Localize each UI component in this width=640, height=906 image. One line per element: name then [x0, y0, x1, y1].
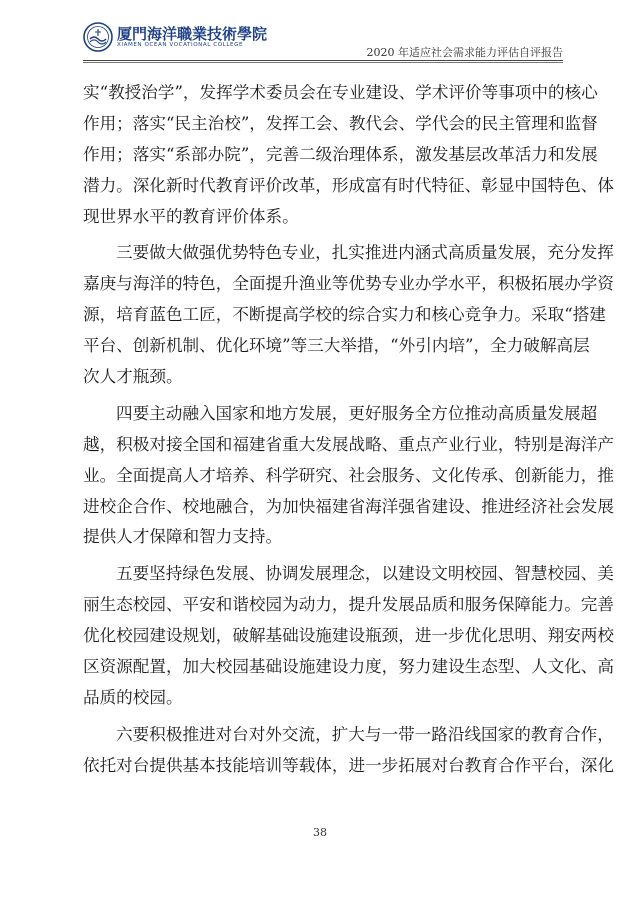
text-line: 六要积极推进对台对外交流，扩大与一带一路沿线国家的教育合作，: [116, 724, 614, 744]
text-line: 丽生态校园、平安和谐校园为动力，提升发展品质和服务保障能力。完善: [83, 595, 614, 615]
text-line: 业。全面提高人才培养、科学研究、社会服务、文化传承、创新能力，推: [83, 465, 614, 485]
text-line: 实“教授治学”，发挥学术委员会在专业建设、学术评价等事项中的核心: [83, 83, 598, 102]
page-number: 38: [313, 826, 327, 839]
header-divider: [83, 60, 563, 61]
text-line: 平台、创新机制、优化环境”等三大举措，“外引内培”，全力破解高层: [83, 336, 590, 356]
text-line: 次人才瓶颈。: [83, 367, 183, 387]
college-seal-icon: [83, 22, 113, 52]
college-logo-english: XIAMEN OCEAN VOCATIONAL COLLEGE: [117, 42, 244, 48]
text-line: 越，积极对接全国和福建省重大发展战略、重点产业行业，特别是海洋产: [83, 434, 614, 454]
text-line: 作用；落实“民主治校”，发挥工会、教代会、学代会的民主管理和监督: [83, 113, 598, 133]
paragraph: [83, 238, 614, 392]
text-line: 现世界水平的教育评价体系。: [83, 206, 299, 226]
paragraph: [83, 559, 614, 713]
text-line: 品质的校园。: [83, 687, 183, 707]
text-line: 提供人才保障和智力支持。: [83, 527, 283, 547]
page-header: [83, 22, 563, 62]
text-line: 潜力。深化新时代教育评价改革，形成富有时代特征、彰显中国特色、体: [83, 175, 614, 195]
paragraph: [83, 399, 614, 553]
paragraph: [83, 720, 614, 782]
text-line: 四要主动融入国家和地方发展，更好服务全方位推动高质量发展超: [116, 403, 598, 423]
document-body: [83, 78, 614, 788]
text-line: 嘉庚与海洋的特色，全面提升渔业等优势专业办学水平，积极拓展办学资: [83, 274, 614, 294]
text-line: 区资源配置，加大校园基础设施建设力度，努力建设生态型、人文化、高: [83, 657, 614, 677]
paragraph: [83, 78, 614, 232]
college-logo-chinese: 厦門海洋職業技術學院: [117, 25, 268, 43]
text-line: 作用；落实“系部办院”，完善二级治理体系，激发基层改革活力和发展: [83, 144, 598, 164]
report-title: 2020 年适应社会需求能力评估自评报告: [366, 46, 563, 59]
text-line: 源，培育蓝色工匠，不断提高学校的综合实力和核心竞争力。采取“搭建: [83, 305, 606, 325]
text-line: 优化校园建设规划，破解基础设施建设瓶颈，进一步优化思明、翔安两校: [83, 626, 614, 646]
header-divider-thin: [83, 62, 563, 63]
text-line: 三要做大做强优势特色专业，扎实推进内涵式高质量发展，充分发挥: [116, 243, 614, 263]
text-line: 依托对台提供基本技能培训等载体，进一步拓展对台教育合作平台，深化: [83, 755, 614, 775]
text-line: 进校企合作、校地融合，为加快福建省海洋强省建设、推进经济社会发展: [83, 496, 614, 516]
text-line: 五要坚持绿色发展、协调发展理念，以建设文明校园、智慧校园、美: [116, 564, 614, 584]
